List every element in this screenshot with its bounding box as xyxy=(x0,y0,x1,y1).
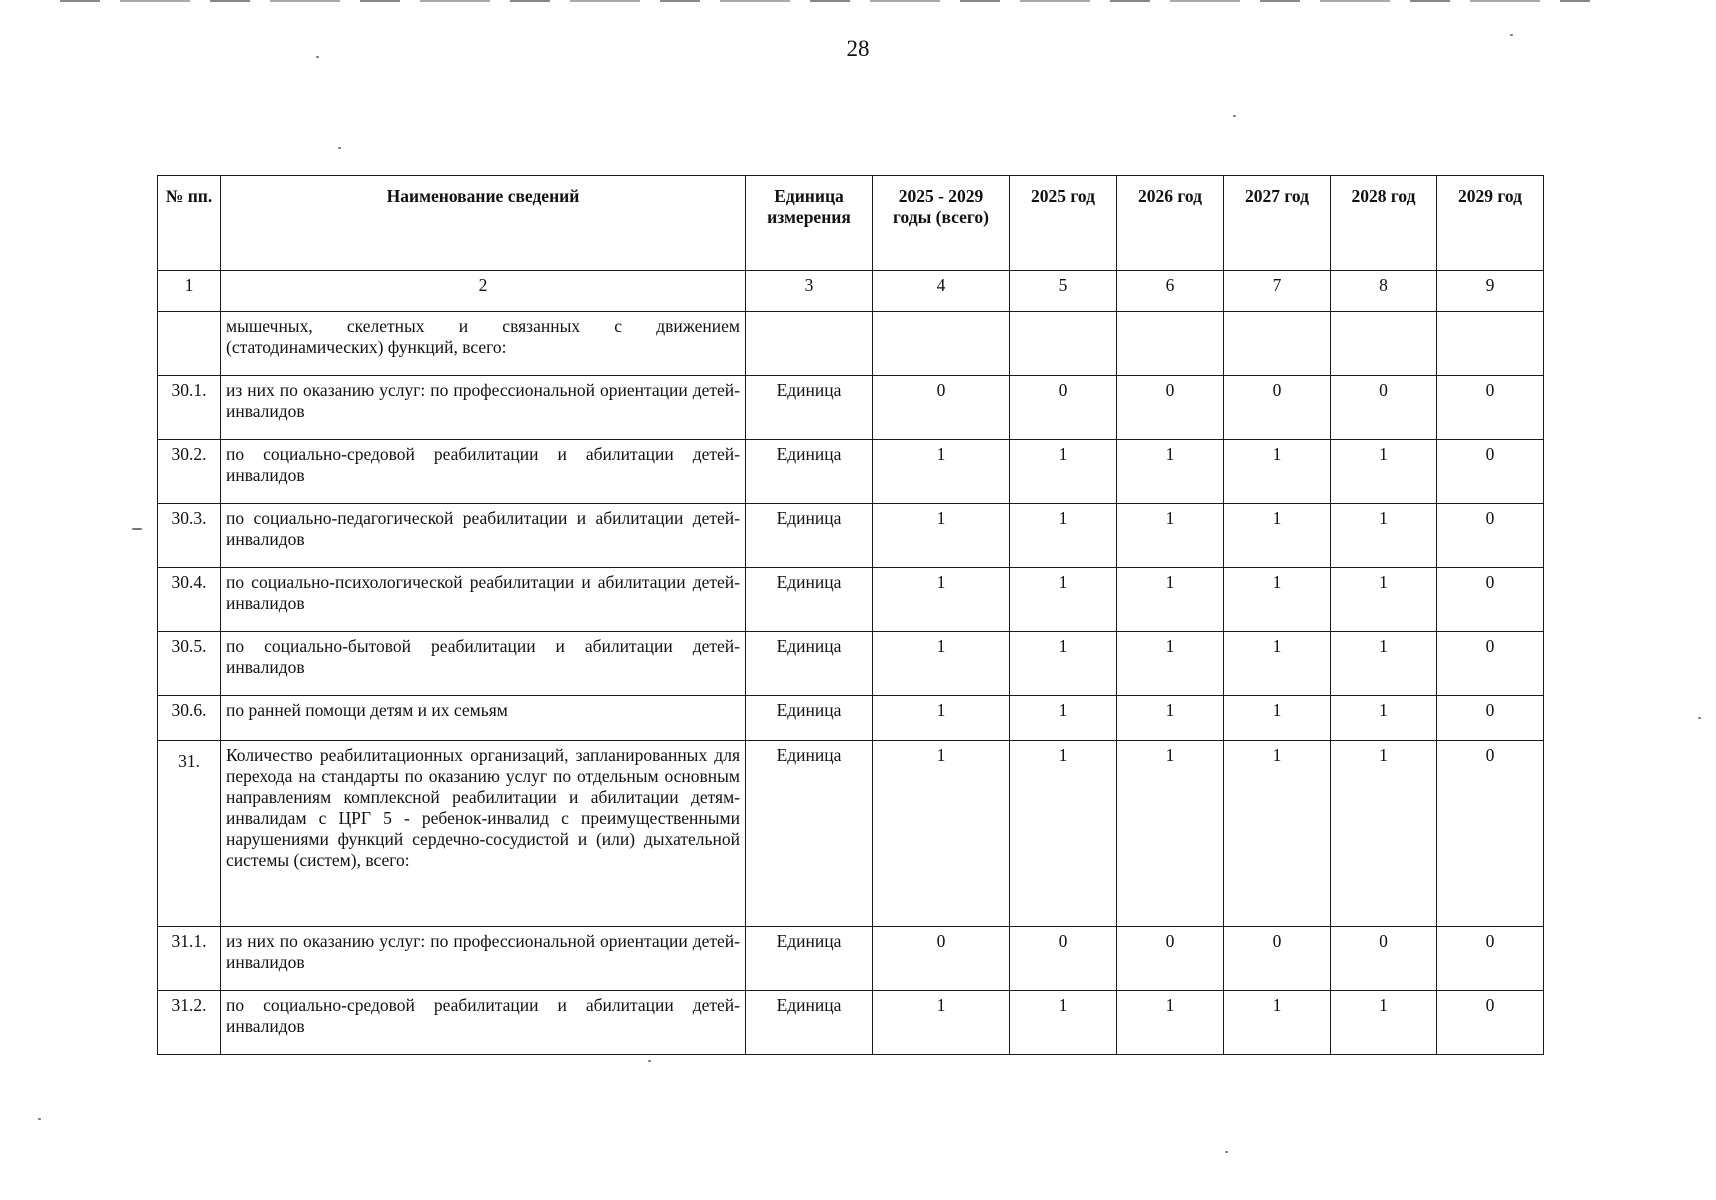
row-unit: Единица xyxy=(746,376,873,440)
row-number: 31. xyxy=(158,741,221,927)
value-2025: 1 xyxy=(1010,991,1117,1055)
value-2026 xyxy=(1117,312,1224,376)
column-number: 1 xyxy=(158,271,221,312)
row-unit: Единица xyxy=(746,991,873,1055)
value-2028: 1 xyxy=(1331,440,1437,504)
value-2028: 0 xyxy=(1331,927,1437,991)
scan-speck xyxy=(38,1118,41,1120)
column-number: 8 xyxy=(1331,271,1437,312)
page-number: 28 xyxy=(846,36,870,61)
value-2028 xyxy=(1331,312,1437,376)
value-total: 0 xyxy=(873,376,1010,440)
value-2027: 0 xyxy=(1224,376,1331,440)
row-name: по социально-педагогической реабилитации и абилитации детей-инвалидов xyxy=(221,504,746,568)
value-2028: 0 xyxy=(1331,376,1437,440)
scan-speck xyxy=(1510,34,1513,36)
table-row xyxy=(158,504,1544,568)
row-unit: Единица xyxy=(746,696,873,741)
top-scan-rule xyxy=(60,0,1590,2)
value-2028: 1 xyxy=(1331,696,1437,741)
row-unit: Единица xyxy=(746,741,873,927)
row-unit xyxy=(746,312,873,376)
table-row xyxy=(158,741,1544,927)
column-number: 6 xyxy=(1117,271,1224,312)
row-number: 31.2. xyxy=(158,991,221,1055)
value-2026: 1 xyxy=(1117,504,1224,568)
table-row xyxy=(158,568,1544,632)
header-2026: 2026 год xyxy=(1117,176,1224,271)
row-number: 30.6. xyxy=(158,696,221,741)
value-2029: 0 xyxy=(1437,440,1544,504)
row-name: из них по оказанию услуг: по профессиональной ориентации детей-инвалидов xyxy=(221,376,746,440)
value-total: 1 xyxy=(873,741,1010,927)
row-unit: Единица xyxy=(746,568,873,632)
value-2026: 1 xyxy=(1117,632,1224,696)
value-total: 1 xyxy=(873,440,1010,504)
value-2027: 1 xyxy=(1224,741,1331,927)
row-name: по социально-средовой реабилитации и абилитации детей-инвалидов xyxy=(221,440,746,504)
data-table xyxy=(157,175,1544,1055)
row-name: по ранней помощи детям и их семьям xyxy=(221,696,746,741)
row-number: 30.4. xyxy=(158,568,221,632)
value-2029: 0 xyxy=(1437,696,1544,741)
value-2025: 1 xyxy=(1010,440,1117,504)
value-total xyxy=(873,312,1010,376)
value-2025: 1 xyxy=(1010,568,1117,632)
scan-speck xyxy=(1225,1151,1228,1153)
header-unit: Единица измерения xyxy=(746,176,873,271)
value-2025 xyxy=(1010,312,1117,376)
row-name: Количество реабилитационных организаций, запланированных для перехода на стандарты по оказанию услуг по отдельным основным направлениям комплексной реабилитации и абилитации детям-инвалидам с ЦРГ 5 - ребенок-инвалид с преимущественными нарушениями функций сердечно-сосудистой и (или) дыхательной системы (систем), всего: xyxy=(221,741,746,927)
row-number: 30.1. xyxy=(158,376,221,440)
row-unit: Единица xyxy=(746,440,873,504)
row-unit: Единица xyxy=(746,504,873,568)
value-2029 xyxy=(1437,312,1544,376)
value-total: 1 xyxy=(873,632,1010,696)
value-2026: 1 xyxy=(1117,696,1224,741)
scan-speck xyxy=(1233,115,1236,117)
value-2028: 1 xyxy=(1331,568,1437,632)
value-2028: 1 xyxy=(1331,504,1437,568)
value-total: 1 xyxy=(873,504,1010,568)
scan-speck xyxy=(1698,717,1701,719)
value-2029: 0 xyxy=(1437,632,1544,696)
header-name: Наименование сведений xyxy=(221,176,746,271)
row-number xyxy=(158,312,221,376)
value-2028: 1 xyxy=(1331,632,1437,696)
table-row xyxy=(158,696,1544,741)
value-2028: 1 xyxy=(1331,991,1437,1055)
value-2027: 0 xyxy=(1224,927,1331,991)
header-total: 2025 - 2029 годы (всего) xyxy=(873,176,1010,271)
column-number: 4 xyxy=(873,271,1010,312)
value-2029: 0 xyxy=(1437,927,1544,991)
table-row xyxy=(158,312,1544,376)
column-number: 3 xyxy=(746,271,873,312)
value-2029: 0 xyxy=(1437,376,1544,440)
value-2029: 0 xyxy=(1437,504,1544,568)
value-total: 1 xyxy=(873,696,1010,741)
scan-speck xyxy=(316,56,319,58)
value-2027: 1 xyxy=(1224,504,1331,568)
value-2025: 1 xyxy=(1010,632,1117,696)
column-number: 5 xyxy=(1010,271,1117,312)
table-row xyxy=(158,632,1544,696)
row-number: 30.2. xyxy=(158,440,221,504)
value-2026: 1 xyxy=(1117,568,1224,632)
value-2026: 1 xyxy=(1117,440,1224,504)
header-2025: 2025 год xyxy=(1010,176,1117,271)
header-2027: 2027 год xyxy=(1224,176,1331,271)
value-2025: 1 xyxy=(1010,504,1117,568)
value-2027: 1 xyxy=(1224,632,1331,696)
scan-speck xyxy=(648,1060,651,1062)
value-total: 0 xyxy=(873,927,1010,991)
value-2026: 0 xyxy=(1117,927,1224,991)
value-2029: 0 xyxy=(1437,568,1544,632)
value-2026: 0 xyxy=(1117,376,1224,440)
row-unit: Единица xyxy=(746,927,873,991)
column-number: 7 xyxy=(1224,271,1331,312)
table-row xyxy=(158,440,1544,504)
row-number: 31.1. xyxy=(158,927,221,991)
value-2025: 1 xyxy=(1010,741,1117,927)
table-row xyxy=(158,927,1544,991)
value-2029: 0 xyxy=(1437,741,1544,927)
table-row xyxy=(158,991,1544,1055)
value-2025: 1 xyxy=(1010,696,1117,741)
value-2027 xyxy=(1224,312,1331,376)
value-2025: 0 xyxy=(1010,927,1117,991)
column-number: 2 xyxy=(221,271,746,312)
row-unit: Единица xyxy=(746,632,873,696)
value-2026: 1 xyxy=(1117,741,1224,927)
table-row xyxy=(158,376,1544,440)
row-name: по социально-психологической реабилитации и абилитации детей-инвалидов xyxy=(221,568,746,632)
header-2028: 2028 год xyxy=(1331,176,1437,271)
row-name: из них по оказанию услуг: по профессиональной ориентации детей-инвалидов xyxy=(221,927,746,991)
header-2029: 2029 год xyxy=(1437,176,1544,271)
row-number: 30.3. xyxy=(158,504,221,568)
value-2027: 1 xyxy=(1224,568,1331,632)
value-total: 1 xyxy=(873,568,1010,632)
header-row xyxy=(158,176,1544,271)
header-num: № пп. xyxy=(158,176,221,271)
value-2029: 0 xyxy=(1437,991,1544,1055)
column-number-row xyxy=(158,271,1544,312)
row-name: по социально-средовой реабилитации и абилитации детей-инвалидов xyxy=(221,991,746,1055)
value-2027: 1 xyxy=(1224,696,1331,741)
value-2027: 1 xyxy=(1224,440,1331,504)
column-number: 9 xyxy=(1437,271,1544,312)
value-2026: 1 xyxy=(1117,991,1224,1055)
value-2028: 1 xyxy=(1331,741,1437,927)
scan-speck xyxy=(338,147,341,149)
value-2027: 1 xyxy=(1224,991,1331,1055)
row-number: 30.5. xyxy=(158,632,221,696)
value-2025: 0 xyxy=(1010,376,1117,440)
row-name: мышечных, скелетных и связанных с движением (статодинамических) функций, всего: xyxy=(221,312,746,376)
scan-speck xyxy=(132,528,142,530)
row-name: по социально-бытовой реабилитации и абилитации детей-инвалидов xyxy=(221,632,746,696)
value-total: 1 xyxy=(873,991,1010,1055)
